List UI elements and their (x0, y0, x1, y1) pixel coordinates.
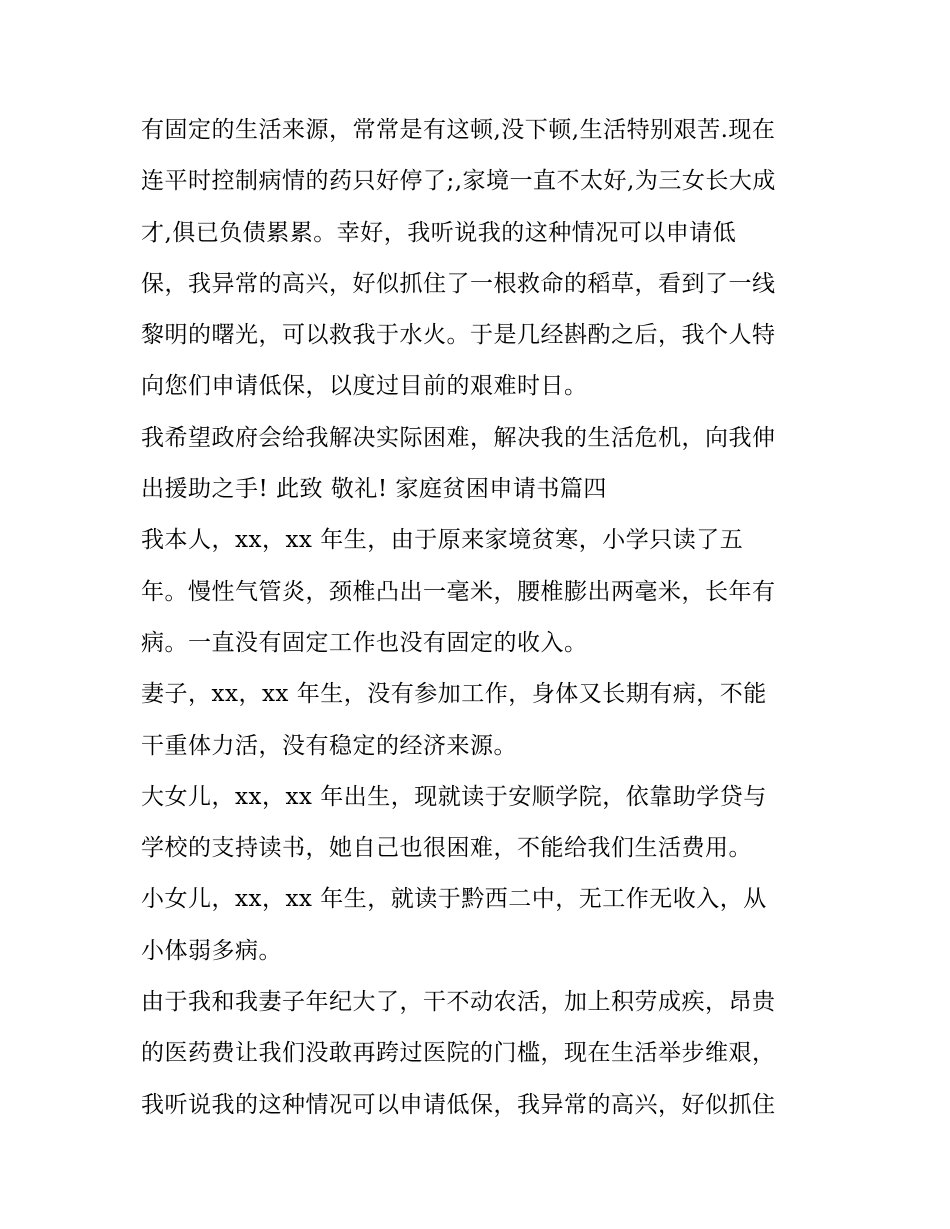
text-line: 学校的支持读书，她自己也很困难，不能给我们生活费用。 (141, 835, 752, 862)
text-line: 黎明的曙光，可以救我于水火。于是几经斟酌之后，我个人特 (141, 322, 776, 349)
text-line: 小体弱多病。 (141, 937, 282, 964)
text-line: 由于我和我妻子年纪大了，干不动农活，加上积劳成疾，昂贵 (141, 989, 776, 1016)
text-line: 有固定的生活来源，常常是有这顿,没下顿,生活特别艰苦.现在 (141, 117, 776, 143)
text-line: 我希望政府会给我解决实际困难，解决我的生活危机，向我伸 (141, 424, 776, 451)
text-line: 我本人，xx，xx 年生，由于原来家境贫寒，小学只读了五 (141, 527, 744, 554)
text-line: 的医药费让我们没敢再跨过医院的门槛，现在生活举步维艰， (141, 1040, 776, 1067)
text-line: 出援助之手! 此致 敬礼! 家庭贫困申请书篇四 (141, 476, 607, 503)
text-line: 才,俱已负债累累。幸好，我听说我的这种情况可以申请低 (141, 219, 737, 246)
text-line: 保，我异常的高兴，好似抓住了一根救命的稻草，看到了一线 (141, 270, 776, 297)
text-line: 干重体力活，没有稳定的经济来源。 (141, 732, 517, 759)
text-line: 病。一直没有固定工作也没有固定的收入。 (141, 629, 588, 656)
text-line: 向您们申请低保，以度过目前的艰难时日。 (141, 373, 588, 400)
text-line: 妻子，xx，xx 年生，没有参加工作，身体又长期有病，不能 (141, 681, 767, 708)
text-line: 我听说我的这种情况可以申请低保，我异常的高兴，好似抓住 (141, 1091, 776, 1118)
text-line: 连平时控制病情的药只好停了;,家境一直不太好,为三女长大成 (141, 168, 776, 195)
text-line: 年。慢性气管炎，颈椎凸出一毫米，腰椎膨出两毫米，长年有 (141, 578, 776, 605)
document-body (141, 105, 831, 1131)
text-line: 大女儿，xx，xx 年出生，现就读于安顺学院，依靠助学贷与 (141, 783, 767, 810)
text-line: 小女儿，xx，xx 年生，就读于黔西二中，无工作无收入，从 (141, 886, 767, 913)
